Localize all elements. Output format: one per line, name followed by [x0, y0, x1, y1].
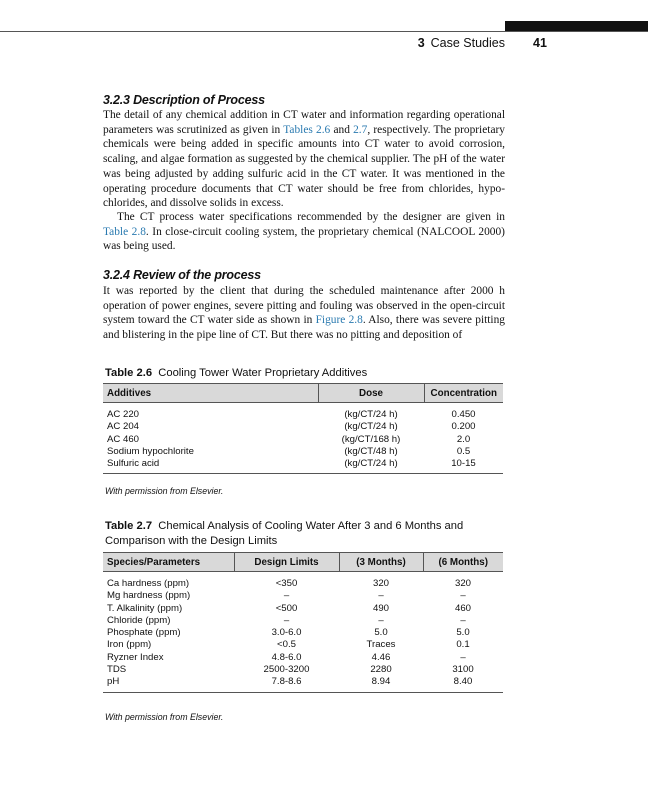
table-cell: 8.94 [339, 676, 423, 692]
table-label: Table 2.6 [105, 367, 153, 379]
table-row [103, 403, 503, 422]
table-cell: Chloride (ppm) [107, 614, 171, 626]
table-row [103, 615, 503, 627]
table-cell: (kg/CT/24 h) [318, 458, 424, 474]
table-cell: Traces [366, 639, 396, 651]
table-cell: TDS [107, 664, 127, 676]
table-cell: <0.5 [277, 639, 296, 651]
cross-reference-link[interactable]: 2.7 [353, 123, 368, 136]
table-cell: AC 220 [107, 409, 139, 420]
table-cell: <350 [275, 578, 298, 589]
table-cell: Mg hardness (ppm) [107, 590, 191, 602]
cross-reference-link[interactable]: Figure 2.8 [315, 314, 363, 327]
table-cell: AC 204 [107, 421, 139, 433]
table-cell: 2500-3200 [263, 664, 310, 676]
table-2-7 [103, 552, 503, 693]
permission-note: With permission from Elsevier. [105, 486, 224, 496]
paragraph-text: . Also, there was severe pitting and blistering in the pipe line of CT. But there was no pitting and deposition of [103, 314, 505, 342]
table-row [103, 590, 503, 602]
running-header [0, 36, 648, 54]
table-cell: – [460, 590, 466, 602]
table-cell: 0.1 [456, 639, 470, 651]
table-cell: 320 [372, 578, 389, 589]
table-cell: (kg/CT/48 h) [344, 445, 398, 457]
permission-note: With permission from Elsevier. [105, 712, 224, 722]
table-cell: – [378, 590, 384, 602]
table-cell: 3100 [452, 664, 474, 676]
table-cell: 0.200 [451, 421, 476, 433]
table-cell: 7.8-8.6 [234, 676, 339, 692]
column-header: (3 Months) [339, 553, 423, 572]
page-number: 41 [533, 36, 547, 50]
table-cell: Ca hardness (ppm) [107, 578, 190, 589]
paragraph-text: The CT process water specifications recommended by the designer are given in [117, 211, 505, 223]
table-caption [105, 519, 500, 548]
table-cell: – [460, 651, 466, 663]
table-cell: – [378, 614, 384, 626]
table-cell: 0.450 [451, 409, 476, 420]
column-header: Species/Parameters [103, 553, 234, 572]
table-cell: 5.0 [456, 627, 470, 639]
table-cell: T. Alkalinity (ppm) [107, 602, 183, 614]
table-cell: 490 [372, 602, 389, 614]
table-cell: Sodium hypochlorite [107, 445, 194, 457]
chapter-number: 3 [417, 36, 425, 50]
table-row [103, 664, 503, 676]
table-cell: Phosphate (ppm) [107, 627, 181, 639]
table-row [103, 446, 503, 458]
table-cell: – [460, 614, 466, 626]
table-title: Cooling Tower Water Proprietary Additives [158, 367, 368, 379]
column-header: Dose [318, 384, 424, 403]
table-cell: 8.40 [423, 676, 503, 692]
column-header: Concentration [424, 384, 503, 403]
table-cell: 4.46 [371, 651, 391, 663]
table-cell: (kg/CT/168 h) [341, 433, 401, 445]
table-row [103, 603, 503, 615]
table-row [103, 572, 503, 591]
table-cell: – [283, 590, 290, 602]
table-row [103, 676, 503, 692]
table-cell: Sulfuric acid [103, 458, 318, 474]
table-cell: (kg/CT/24 h) [344, 409, 398, 420]
table-label: Table 2.7 [105, 520, 153, 532]
section-heading-3-2-3: 3.2.3 Description of Process [103, 93, 265, 107]
table-row [103, 458, 503, 474]
table-cell: 4.8-6.0 [271, 651, 302, 663]
cross-reference-link[interactable]: Table 2.8 [103, 225, 146, 238]
cross-reference-link[interactable]: Tables 2.6 [283, 123, 331, 136]
column-header: Additives [103, 384, 318, 403]
table-cell: 2280 [370, 664, 392, 676]
table-cell: 3.0-6.0 [271, 627, 302, 639]
section-heading-3-2-4: 3.2.4 Review of the process [103, 268, 261, 282]
table-cell: 2.0 [456, 433, 471, 445]
paragraph-text: , respectively. The proprietary chemicals were being added in specific amounts into CT water to avoid corrosion, scaling, and algae formation as suggested by the chemical supplier. The pH of the water was being adjusted by adding sulfuric acid in the CT water. It was mentioned in the operating procedure documents that CT water should be free from chlorides, hypo-chlorides, and dissolve solids in excess. [103, 123, 505, 210]
table-row [103, 652, 503, 664]
table-cell: Ryzner Index [107, 651, 164, 663]
paragraph-text: and [330, 123, 354, 136]
paragraph [103, 284, 505, 343]
paragraph [103, 108, 505, 211]
table-row [103, 627, 503, 639]
table-2-6 [103, 383, 503, 474]
chapter-label [418, 36, 505, 50]
table-caption [105, 366, 500, 381]
paragraph-text: The detail of any chemical addition in CT water and information regarding operational parameters was scrutinized as given in [103, 109, 505, 136]
column-header: Design Limits [234, 553, 339, 572]
paragraph [103, 210, 505, 254]
table-cell: <500 [275, 602, 298, 614]
table-cell: 10-15 [424, 458, 503, 474]
table-cell: 320 [454, 578, 471, 589]
header-rule [0, 31, 648, 32]
table-cell: 5.0 [374, 627, 388, 639]
table-cell: Iron (ppm) [107, 639, 152, 651]
table-cell: 460 [454, 602, 471, 614]
table-cell: AC 460 [107, 433, 139, 445]
table-row [103, 639, 503, 651]
table-cell: (kg/CT/24 h) [344, 421, 398, 433]
table-cell: 0.5 [456, 445, 471, 457]
table-title: Chemical Analysis of Cooling Water After 3 and 6 Months and Comparison with the Design Limits [105, 520, 464, 547]
table-cell: pH [103, 676, 234, 692]
table-row [103, 434, 503, 446]
paragraph-text: . In close-circuit cooling system, the proprietary chemical (NALCOOL 2000) was being used. [103, 225, 505, 253]
chapter-title: Case Studies [430, 36, 505, 50]
paragraph-text: It was reported by the client that during the scheduled maintenance after 2000 h operation of power engines, severe pitting and fouling was observed in the open-circuit system toward the CT water side as shown in [103, 285, 505, 327]
column-header: (6 Months) [423, 553, 503, 572]
table-row [103, 421, 503, 433]
table-cell: – [283, 614, 290, 626]
